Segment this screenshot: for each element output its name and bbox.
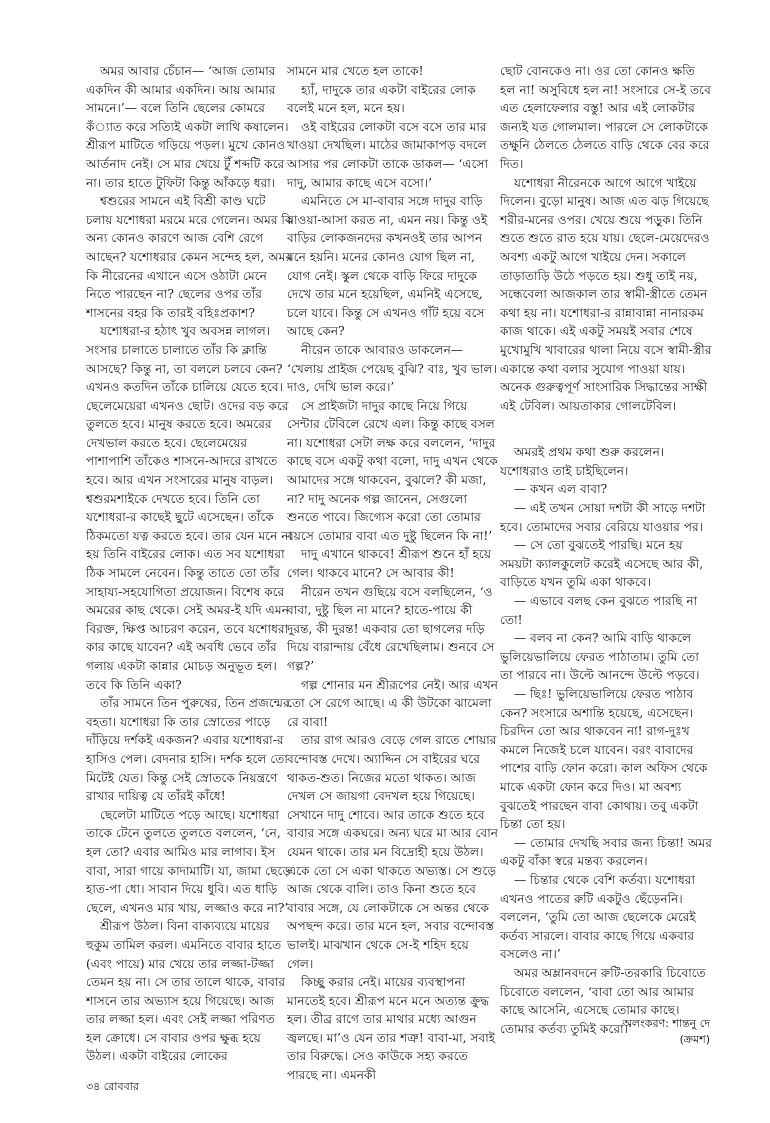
paragraph: অমর অম্লানবদনে রুটি-তরকারি চিবোতে চিবোতে বললেন, ‘বাবা তো আর আমার কাছে আসেনি, এসেছে তোমার কাছে। তোমার কর্তব্য তুমিই করো।’ xyxy=(500,965,706,1036)
paragraph: সে প্রাইজটা দাদুর কাছে নিয়ে গিয়ে সেন্টার টেবিলে রেখে এল। কিন্তু কাছে বসল না। যশোধরা সেটা লক্ষ করে বললেন, ‘দাদুর কাছে বসে একটু কথা বলো, দাদু এখন থেকে আমাদের সঙ্গে থাকবেন, বুঝলে? কী মজা, না? দাদু অনেক গল্প জানেন, সেগুলো শুনতে পাবে। জিগ্যেস করো তো তোমার বয়সে তোমার বাবা এত দুষ্টু ছিলেন কি না!’ xyxy=(287,398,498,543)
paragraph: হ্যাঁ, দাদুকে তার একটা বাইরের লোক বলেই মনে হল, মনে হয়। xyxy=(287,82,476,116)
paragraph: — এভাবে বলছ কেন বুঝতে পারছি না তো! xyxy=(500,594,698,627)
paragraph: গল্প শোনার মন শ্রীরূপের নেই। আর এখন তো সে রেগে আছে। এ কী উটকো ঝামেলা রে বাবা! xyxy=(287,677,498,729)
paragraph: — সে তো বুঝতেই পারছি। মনে হয় সময়টা ক্যালকুলেট করেই এসেছে আর কী, বাড়িতে যখন তুমি একা থাকবে। xyxy=(500,538,704,590)
paragraph: যশোধরা-র হঠাৎ খুব অবসন্ন লাগল। সংসার চালাতে চালাতে তাঁর কি ক্লান্তি আসছে? কিন্তু না, তা বললে চলবে কেন? এখনও কতদিন তাঁকে চালিয়ে যেতে হবে। ছেলেমেয়েরা এখনও ছোট। ওদের বড় করে তুলতে হবে। মানুষ করতে হবে। অমরের দেখভাল করতে হবে। ছেলেমেয়ের পাশাপাশি তাঁকেও শাসনে-আদরে রাখতে হবে। আর এখন সংসারের মানুষ বাড়ল। শ্বশুরমশাইকে দেখতে হবে। তিনি তো যশোধরা-র কাছেই ছুটে এসেছেন। তাঁকে ঠিকমতো যত্ন করতে হবে। তার যেন মনে না হয় তিনি বাইরের লোক। এত সব যশোধরা ঠিক সামলে নেবেন। কিন্তু তাতে তো তাঁর সাহায্য-সহযোগিতা প্রয়োজন। বিশেষ করে অমরের কাছ থেকে। সেই অমর-ই যদি এমন বিরক্ত, ক্ষিপ্ত আচরণ করেন, তবে যশোধরা কার কাছে যাবেন? এই অবধি ভেবে তাঁর গলায় একটা কান্নার মোচড় অনুভূত হল। তবে কি তিনি একা? xyxy=(86,324,293,692)
to-be-continued: (ক্রমশ) xyxy=(679,1033,710,1046)
paragraph: — তোমার দেখছি সবার জন্য চিন্তা! অমর একটু বাঁকা স্বরে মন্তব্য করলেন। xyxy=(500,835,712,869)
paragraph: ছেলেটা মাটিতে পড়ে আছে। যশোধরা তাকে টেনে তুলতে তুলতে বললেন, ‘নে, হল তো? এবার আমিও মার লাগাব। ইস বাবা, সারা গায়ে কাদামাটি। যা, জামা ছেড়ে হাত-পা ধো। সাবান দিয়ে ধুবি। এত ধাড়ি ছেলে, এখনও মার খায়, লজ্জাও করে না?’ xyxy=(86,807,292,915)
paragraph: — ছিঃ! ভুলিয়েভালিয়ে ফেরত পাঠাব কেন? সংসারে অশান্তি হয়েছে, এসেছেন। চিরদিন তো আর থাকবেন না! রাগ-দুঃখ কমলে নিজেই চলে যাবেন। বরং বাবাদের পাশের বাড়ি ফোন করো। কাল অফিস থেকে মাকে একটা ফোন করে দিও। মা অবশ্য বুঝতেই পারছেন বাবা কোথায়। তবু একটা চিন্তা তো হয়। xyxy=(500,687,708,832)
text-column-3-top xyxy=(500,62,712,415)
text-column-3 xyxy=(500,62,712,1038)
text-column-2 xyxy=(287,62,499,1085)
paragraph: অমরই প্রথম কথা শুরু করলেন। যশোধরাও তাই চাইছিলেন। xyxy=(500,445,665,478)
paragraph: ওই বাইরের লোকটা বসে বসে তার মার খাওয়া দেখছিল। মাঠের জামাকাপড় বদলে আসার পর লোকটা তাকে ডাকল— ‘এসো দাদু, আমার কাছে এসে বসো।’ xyxy=(287,119,489,190)
paragraph: শ্বশুরের সামনে এই বিশ্রী কাণ্ড ঘটে চলায় যশোধরা মরমে মরে গেলেন। অমর কি অন্য কোনও কারণে আজ বেশি রেগে আছেন? যশোধরার কেমন সন্দেহ হল, অমর কি নীরেনের এখানে এসে ওঠাটা মেনে নিতে পারছেন না? ছেলের ওপর তাঁর শাসনের বহর কি তারই বহিঃপ্রকাশ? xyxy=(86,194,294,320)
paragraph: নীরেন তাকে আবারও ডাকলেন— ‘খেলায় প্রাইজ পেয়েছ বুঝি? বাঃ, খুব ভাল। দাও, দেখি ভাল করে।’ xyxy=(287,342,497,395)
paragraph: যশোধরা নীরেনকে আগে আগে খাইয়ে দিলেন। বুড়ো মানুষ। আজ এত ঝড় গিয়েছে শরীর-মনের ওপর। খেয়ে শুয়ে পড়ুক। তিনি শুতে শুতে রাত হয়ে যায়। ছেলে-মেয়েদেরও অবশ্য একটু আগে খাইয়ে দেন। সকালে তাড়াতাড়ি উঠে পড়তে হয়। শুধু তাই নয়, সন্ধেবেলা আজকাল তার স্বামী-স্ত্রীতে তেমন কথা হয় না। যশোধরা-র রান্নাবান্না নানারকম কাজ থাকে। এই একটু সময়ই সবার শেষে মুখোমুখি খাবারের থালা নিয়ে বসে স্বামী-স্ত্রীর একান্তে কথা বলার সুযোগ পাওয়া যায়। অনেক গুরুত্বপূর্ণ সাংসারিক সিদ্ধান্তের সাক্ষী এই টেবিল। আয়তাকার গোলটেবিল। xyxy=(500,175,712,413)
page-folio: ৩৪ রোববার xyxy=(86,1080,139,1093)
paragraph: তাঁর সামনে তিন পুরুষের, তিন প্রজন্মের বহতা। যশোধরা কি তার স্রোতের পাড়ে দাঁড়িয়ে দর্শকই একজন? এবার যশোধরা-র হাসিও পেল। বেদনার হাসি। দর্শক হলে তো মিটেই যেত। কিন্তু সেই স্রোতকে নিয়ন্ত্রণে রাখার দায়িত্ব যে তাঁরই কাঁধে! xyxy=(86,696,290,804)
paragraph: ছোট বোনকেও না। ওর তো কোনও ক্ষতি হল না! অসুবিধে হল না! সংসারে সে-ই তবে এত হেলাফেলার বস্তু! আর এই লোকটার জন্যই যত গোলমাল। পারলে সে লোকটাকে তক্ষুনি ঠেলতে ঠেলতে বাড়ি থেকে বের করে দিত। xyxy=(500,64,711,171)
paragraph: — এই তখন সোয়া দশটা কী সাড়ে দশটা হবে। তোমাদের সবার বেরিয়ে যাওয়ার পর। xyxy=(500,501,706,534)
paragraph: দাদু এখানে থাকবে! শ্রীরূপ শুনে হাঁ হয়ে গেল। থাকবে মানে? সে আবার কী! xyxy=(287,547,492,581)
paragraph: নীরেন তখন গুছিয়ে বসে বলছিলেন, ‘ও বাবা, দুষ্টু ছিল না মানে? হাতে-পায়ে কী দুরন্ত, কী দুরন্ত! একবার তো ছাগলের দড়ি দিয়ে বারান্দায় বেঁধে রেখেছিলাম। শুনবে সে গল্প?’ xyxy=(287,584,495,673)
paragraph: — কখন এল বাবা? xyxy=(514,482,608,497)
paragraph: শ্রীরূপ উঠল। বিনা বাক্যব্যয়ে মায়ের হুকুম তামিল করল। এমনিতে বাবার হাতে (এবং পায়ে) মার খেয়ে তার লজ্জা-টজ্জা তেমন হয় না। সে তার তালে থাকে, বাবার শাসনে তার অভ্যাস হয়ে গিয়েছে। আজ তার লজ্জা হল। এবং সেই লজ্জা পরিণত হল ক্রোধে। সে বাবার ওপর ক্ষুব্ধ হয়ে উঠল। একটা বাইরের লোকের xyxy=(86,919,286,1064)
text-column-1 xyxy=(86,62,294,1066)
paragraph: কিচ্ছু করার নেই। মায়ের ব্যবস্থাপনা মানতেই হবে। শ্রীরূপ মনে মনে অত্যন্ত ক্রুদ্ধ হল। তীব্র রাগে তার মাথার মধ্যে আগুন জ্বলছে। মা’ও যেন তার শত্রু! বাবা-মা, সবাই তার বিরুদ্ধে। সেও কাউকে সহ্য করতে পারছে না। এমনকী xyxy=(287,975,496,1083)
paragraph: অমর আবার চেঁচান— ‘আজ তোমার একদিন কী আমার একদিন। আয় আমার সামনে।’— বলে তিনি ছেলের কোমরে কঁ্যাত করে সত্যিই একটা লাথি কষালেন। শ্রীরূপ মাটিতে গড়িয়ে পড়ল। মুখে কোনও আর্তনাদ নেই। সে মার খেয়ে টুঁ শব্দটি করে না। তার হাতে টুফিটা কিন্তু আঁকড়ে ধরা। xyxy=(86,64,289,190)
paragraph: তার রাগ আরও বেড়ে গেল রাতে শোয়ার বন্দোবস্ত দেখে। অ্যাদ্দিন সে বাইরের ঘরে থাকত-শুত। নিজের মতো থাকত। আজ দেখল সে জায়গা বেদখল হয়ে গিয়েছে। সেখানে দাদু শোবে। আর তাকে শুতে হবে বাবার সঙ্গে একঘরে। অন্য ঘরে মা আর বোন যেমন থাকে। তার মন বিদ্রোহী হয়ে উঠল। একে তো সে একা থাকতে অভ্যস্ত। সে শুড়ে আজ থেকে বালি। তাও কিনা শুতে হবে বাবার সঙ্গে, যে লোকটাকে সে অন্তর থেকে অপছন্দ করে। তার মনে হল, সবার বন্দোবস্ত ভালই। মাঝখান থেকে সে-ই শহিদ হয়ে গেল। xyxy=(287,733,499,971)
text-column-3-bottom xyxy=(500,443,712,1038)
paragraph: — বলব না কেন? আমি বাড়ি থাকলে ভুলিয়েভালিয়ে ফেরত পাঠাতাম। তুমি তো তা পারবে না। উল্টে আনন্দে উল্টে পড়বে। xyxy=(500,631,700,683)
paragraph: সামনে মার খেতে হল তাকে! xyxy=(287,64,424,78)
illustrator-name: অলংকরণ: শান্তনু দে xyxy=(622,1017,710,1030)
section-break xyxy=(500,415,712,443)
illustration-credit xyxy=(622,1016,710,1048)
paragraph: — চিন্তার থেকে বেশি কর্তব্য। যশোধরা এখনও পাতের রুটি একটুও ছেঁড়েননি। বললেন, ‘তুমি তো আজ ছেলেকে মেরেই কর্তব্য সারলে। বাবার কাছে গিয়ে একবার বসলেও না।’ xyxy=(500,872,696,962)
paragraph: এমনিতে সে মা-বাবার সঙ্গে দাদুর বাড়ি যাওয়া-আসা করত না, এমন নয়। কিন্তু ওই বাড়ির লোকজনদের কখনওই তার আপন মনে হয়নি। মনের কোনও যোগ ছিল না, যোগ নেই। স্কুল থেকে বাড়ি ফিরে দাদুকে দেখে তার মনে হয়েছিল, এমনিই এসেছে, চলে যাবে। কিন্তু সে এখনও গাঁট হয়ে বসে আছে কেন? xyxy=(287,194,488,339)
